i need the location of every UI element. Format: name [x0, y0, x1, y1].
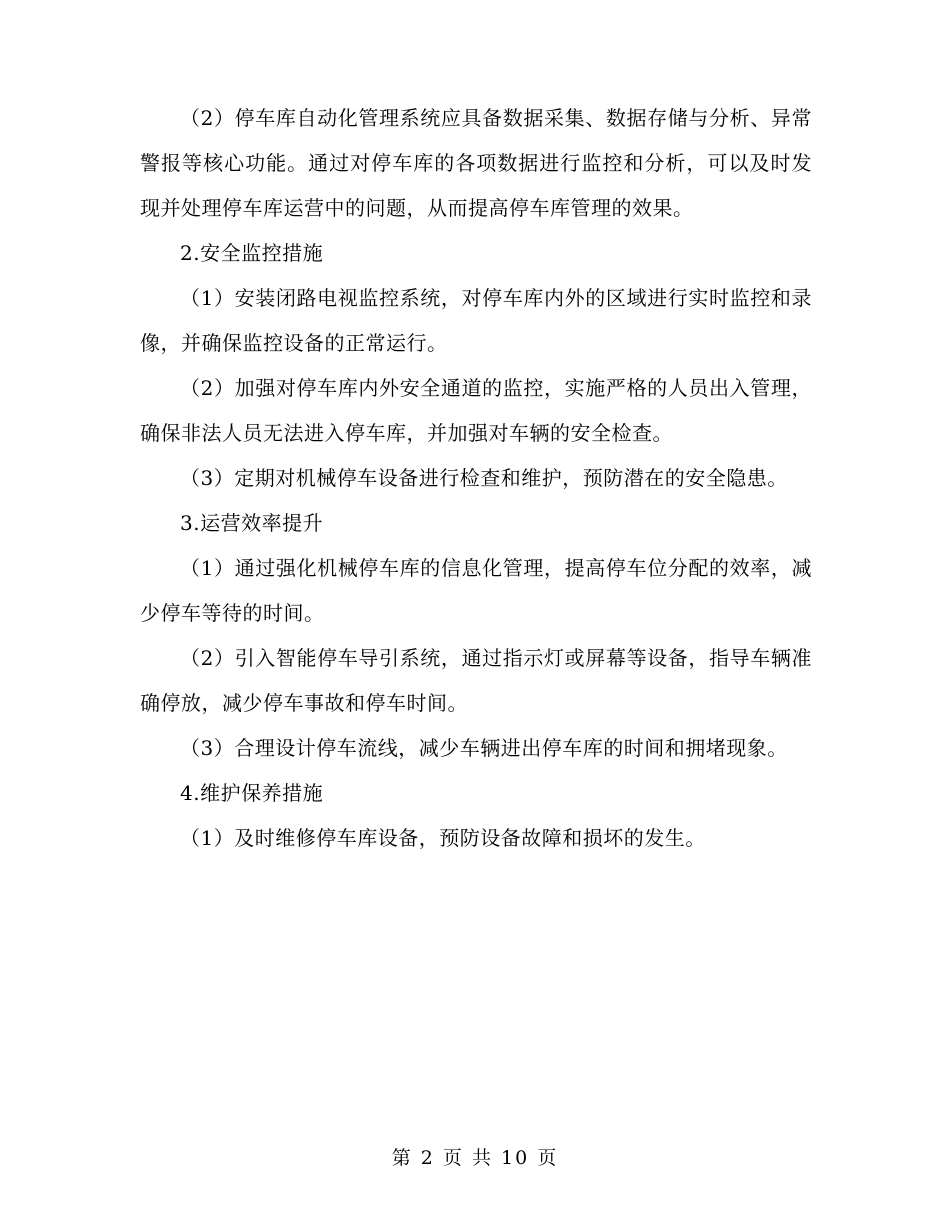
section-heading-maintenance: 4.维护保养措施	[180, 781, 324, 805]
paragraph-cctv: （1）安装闭路电视监控系统，对停车库内外的区域进行实时监控和录像，并确保监控设备的正常运行。	[140, 286, 812, 355]
page-number-footer: 第 2 页 共 10 页	[391, 1147, 559, 1169]
paragraph-traffic-flow: （3）合理设计停车流线，减少车辆进出停车库的时间和拥堵现象。	[180, 736, 788, 760]
paragraph-repair: （1）及时维修停车库设备，预防设备故障和损坏的发生。	[180, 826, 706, 850]
paragraph-system-functions: （2）停车库自动化管理系统应具备数据采集、数据存储与分析、异常警报等核心功能。通过对停车库的各项数据进行监控和分析，可以及时发现并处理停车库运营中的问题，从而提高停车库管理的效果。	[140, 106, 812, 220]
section-heading-efficiency: 3.运营效率提升	[180, 511, 324, 535]
document-body	[140, 96, 812, 861]
paragraph-informatization: （1）通过强化机械停车库的信息化管理，提高停车位分配的效率，减少停车等待的时间。	[140, 556, 812, 625]
paragraph-guidance-system: （2）引入智能停车导引系统，通过指示灯或屏幕等设备，指导车辆准确停放，减少停车事故和停车时间。	[140, 646, 812, 715]
section-heading-security: 2.安全监控措施	[180, 241, 324, 265]
paragraph-access-control: （2）加强对停车库内外安全通道的监控，实施严格的人员出入管理，确保非法人员无法进入停车库，并加强对车辆的安全检查。	[140, 376, 812, 445]
paragraph-inspection: （3）定期对机械停车设备进行检查和维护，预防潜在的安全隐患。	[180, 466, 788, 490]
